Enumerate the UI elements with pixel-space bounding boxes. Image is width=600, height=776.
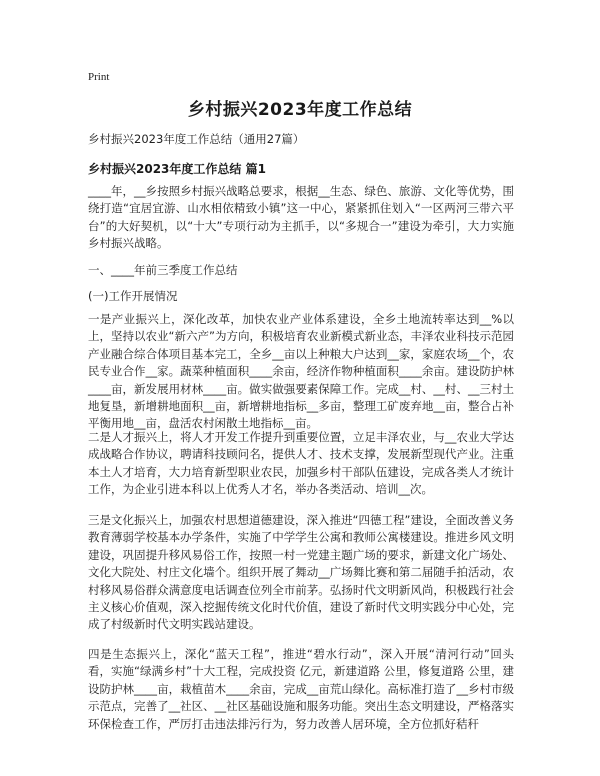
heading-work-status: (一)工作开展情况 xyxy=(88,289,178,303)
section-title: 乡村振兴2023年度工作总结 篇1 xyxy=(88,162,266,176)
intro-paragraph: ____年，__乡按照乡村振兴战略总要求，根据__生态、绿色、旅游、文化等优势，围绕打造“宜居宜游、山水相依精致小镇”这一中心，紧紧抓住划入“一区两河三带六平台”的大好契机，以“十大”专项行动为主抓手，以“多规合一”建设为牵引，大力实施乡村振兴战略。 xyxy=(88,184,514,251)
document-subtitle: 乡村振兴2023年度工作总结（通用27篇） xyxy=(88,132,305,146)
heading-first-three-quarters: 一、____年前三季度工作总结 xyxy=(88,263,238,277)
ecology-paragraph: 四是生态振兴上，深化“蓝天工程”，推进“碧水行动”，深入开展“清河行动”回头看，实施“绿满乡村”十大工程，完成投资 亿元，新建道路 公里，修复道路 公里，建设防护林____亩，栽植苗木____余亩，完成__亩荒山绿化。高标准打造了__乡村市级示范点，完善了__社区、__社区基础设施和服务功能。突出生态文明建设，严格落实环保检查工作，严厉打击违法排污行为，努力改善人居环境，全方位抓好秸秆 xyxy=(88,647,514,731)
document-title: 乡村振兴2023年度工作总结 xyxy=(187,100,413,120)
industry-paragraph: 一是产业振兴上，深化改革，加快农业产业体系建设，全乡土地流转率达到__%以上，坚持以农业“新六产”为方向，积极培育农业新模式新业态，丰泽农业科技示范园产业融合综合体项目基本完工，全乡__亩以上种粮大户达到__家，家庭农场__个，农民专业合作__家。蔬菜种植面积____余亩，经济作物种植面积____余亩。建设防护林____亩，新发展用材林____亩。做实做强要素保障工作。完成__村、__村、__三村土地复垦，新增耕地面积__亩，新增耕地指标__多亩，整理工矿废弃地__亩，整合占补平衡用地__亩，盘活农村闲散土地指标__亩。 xyxy=(88,312,514,431)
print-link[interactable]: Print xyxy=(88,71,110,83)
talent-paragraph: 二是人才振兴上，将人才开发工作提升到重要位置，立足丰泽农业，与__农业大学达成战略合作协议，聘请科技顾问名，提供人才、技术支撑，发展新型现代产业。注重本土人才培育，大力培育新型职业农民，加强乡村干部队伍建设，完成各类人才统计工作，为企业引进本科以上优秀人才名，举办各类活动、培训__次。 xyxy=(88,430,514,497)
culture-paragraph: 三是文化振兴上，加强农村思想道德建设，深入推进“四德工程”建设，全面改善义务教育薄弱学校基本办学条件，实施了中学学生公寓和教师公寓楼建设。推进乡风文明建设，巩固提升移风易俗工作，按照一村一党建主题广场的要求，新建文化广场处、文化大院处、村庄文化墙个。组织开展了舞动__广场舞比赛和第二届随手拍活动，农村移风易俗群众满意度电话调查位列全市前茅。弘扬时代文明新风尚，积极践行社会主义核心价值观，深入挖掘传统文化时代价值，建设了新时代文明实践分中心处，完成了村级新时代文明实践站建设。 xyxy=(88,513,514,632)
